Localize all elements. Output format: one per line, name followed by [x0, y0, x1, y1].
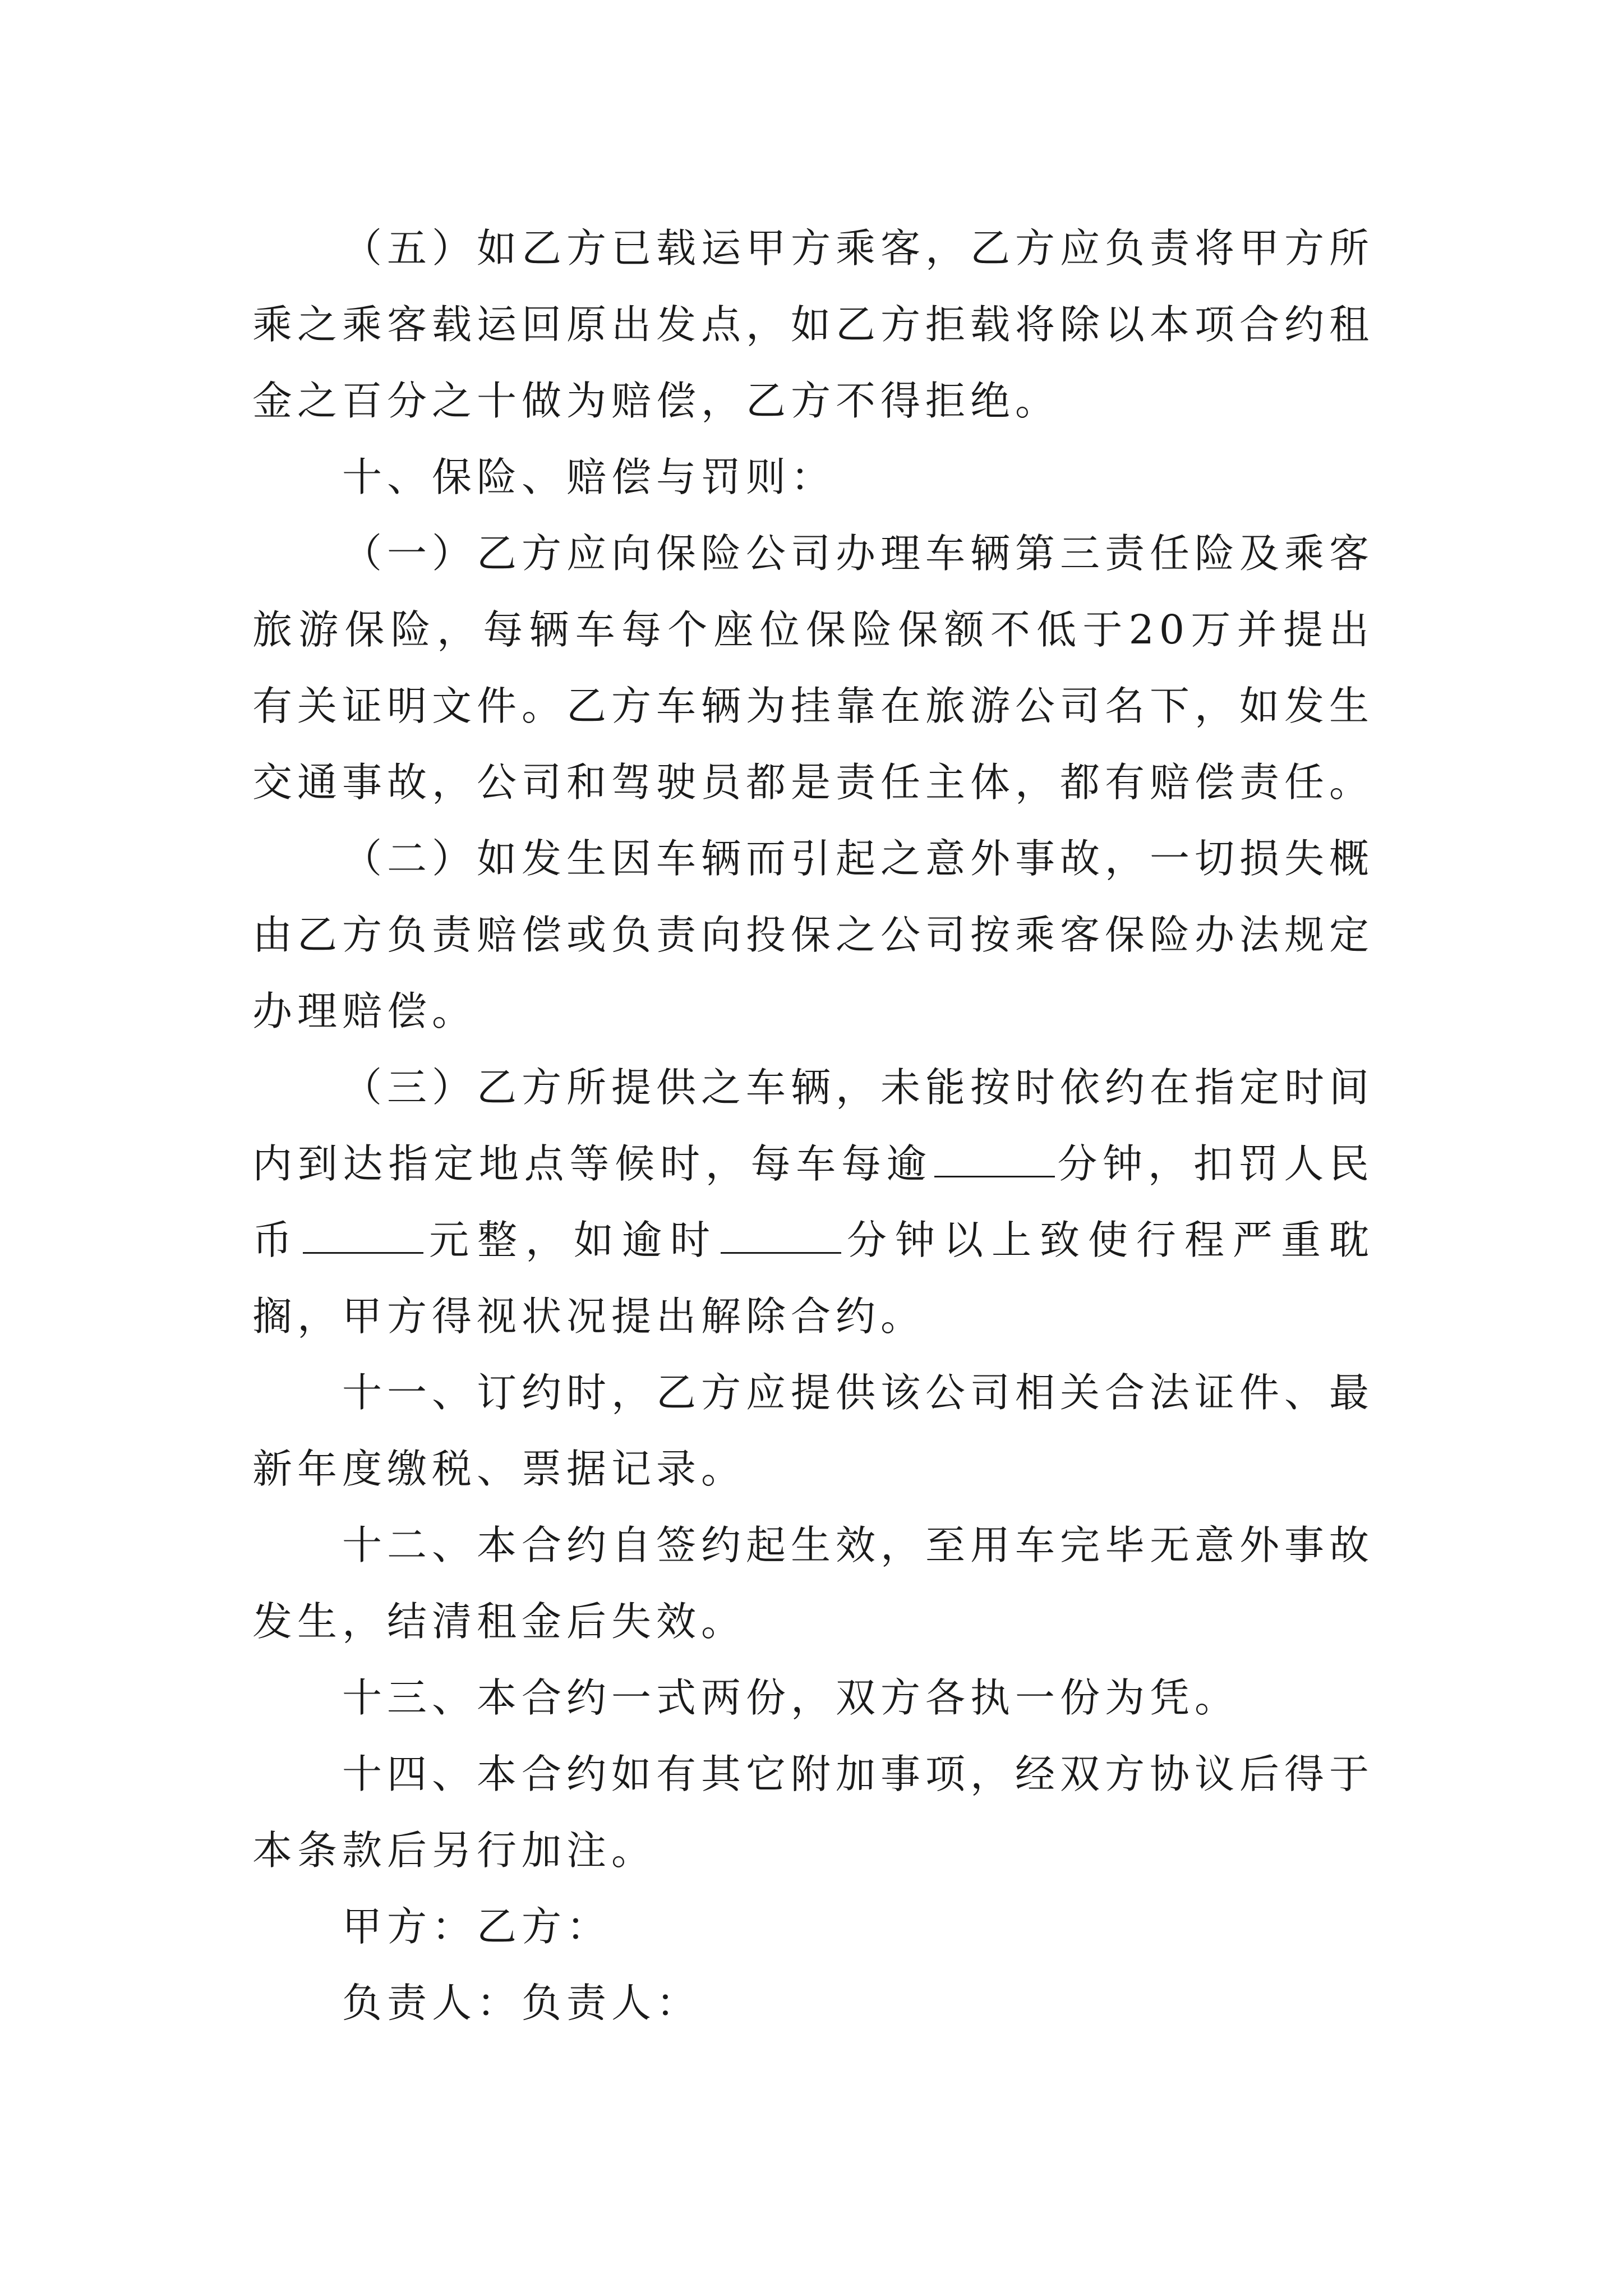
section-14: 十四、本合约如有其它附加事项，经双方协议后得于本条款后另行加注。: [252, 1751, 1375, 1874]
clause-10-3: [252, 1050, 1374, 1355]
blank-minutes: [934, 1141, 1055, 1177]
clause-10-3-text-3: 元整，如逾时: [426, 1217, 718, 1263]
blank-overtime-minutes: [721, 1217, 841, 1254]
blank-amount: [303, 1217, 423, 1254]
signature-responsible: 负责人：负责人：: [342, 1980, 702, 2026]
section-13: 十三、本合约一式两份，双方各执一份为凭。: [342, 1674, 1240, 1721]
clause-10-2: （二）如发生因车辆而引起之意外事故，一切损失概由乙方负责赔偿或负责向投保之公司按乘客保险办法规定办理赔偿。: [252, 835, 1375, 1034]
clause-10-3-text-2: 分钟，扣罚人民币: [252, 1140, 1374, 1263]
signature-parties: 甲方：乙方：: [342, 1903, 612, 1950]
contract-body: [252, 210, 1374, 2041]
clause-10-1: （一）乙方应向保险公司办理车辆第三责任险及乘客旅游保险，每辆车每个座位保险保额不低于20万并提出有关证明文件。乙方车辆为挂靠在旅游公司名下，如发生交通事故，公司和驾驶员都是责任主体，都有赔偿责任。: [252, 530, 1375, 806]
section-11: 十一、订约时，乙方应提供该公司相关合法证件、最新年度缴税、票据记录。: [252, 1369, 1375, 1492]
clause-10-3-text-1: （三）乙方所提供之车辆，未能按时依约在指定时间内到达指定地点等候时，每车每逾: [252, 1064, 1375, 1187]
section-10-heading: 十、保险、赔偿与罚则：: [342, 454, 836, 500]
clause-5: （五）如乙方已载运甲方乘客，乙方应负责将甲方所乘之乘客载运回原出发点，如乙方拒载将除以本项合约租金之百分之十做为赔偿，乙方不得拒绝。: [252, 225, 1375, 424]
clause-10-3-text-4: 分钟以上致使行程严重耽搁，甲方得视状况提出解除合约。: [252, 1217, 1374, 1340]
section-12: 十二、本合约自签约起生效，至用车完毕无意外事故发生，结清租金后失效。: [252, 1522, 1375, 1645]
